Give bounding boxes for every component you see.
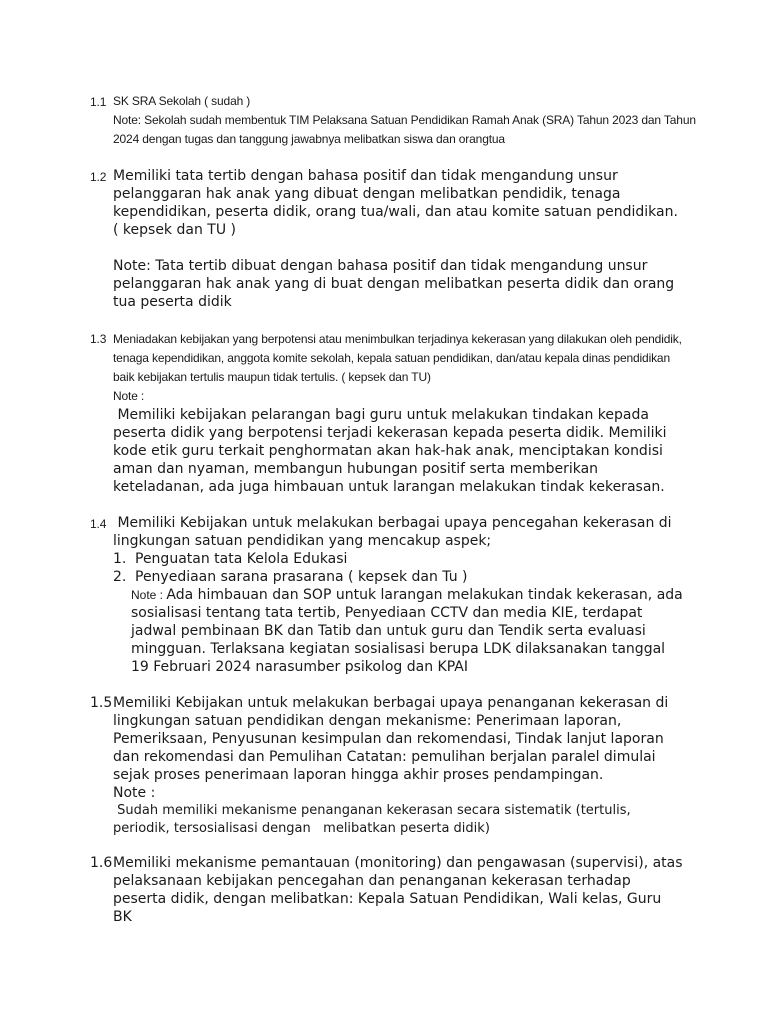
section-note: Sudah memiliki mekanisme penanganan kekerasan secara sistematik (tertulis, periodik, tersosialisasi dengan melibatkan peserta didik) [113,803,635,836]
section-number: 1.1 [90,95,107,109]
list-item-text: Penguatan tata Kelola Edukasi [135,551,348,567]
section-heading: SK SRA Sekolah ( sudah ) [113,94,251,108]
note-label: Note : [113,389,145,403]
section-note-block [130,586,683,676]
section-number: 1.3 [90,332,107,346]
section-number: 1.4 [90,517,107,531]
section-number: 1.6 [90,855,113,871]
list-item-text: Penyediaan sarana prasarana ( kepsek dan Tu ) [135,569,468,585]
note-label: Note : [131,588,167,602]
list-marker: 1. [113,551,127,567]
section-note: Note: Sekolah sudah membentuk TIM Pelaksana Satuan Pendidikan Ramah Anak (SRA) Tahun 2023 dan Tahun 2024 dengan tugas dan tanggung jawabnya melibatkan siswa dan orangtua [113,113,696,146]
section-number: 1.2 [90,170,107,184]
section-heading: Memiliki Kebijakan untuk melakukan berbagai upaya penanganan kekerasan di lingkungan satuan pendidikan dengan mekanisme: Penerimaan laporan, Pemeriksaan, Penyusunan kesimpulan dan rekomendasi, Tindak lanjut laporan dan rekomendasi dan Pemulihan Catatan: pemulihan berjalan paralel dimulai sejak proses penerimaan laporan hingga akhir proses pendampingan. [113,695,669,783]
section-note: Memiliki kebijakan pelarangan bagi guru untuk melakukan tindakan kepada peserta didik yang berpotensi terjadi kekerasan kepada peserta didik. Memiliki kode etik guru terkait penghormatan akan hak-hak anak, menciptakan kondisi aman dan nyaman, membangun hubungan positif serta memberikan keteladanan, ada juga himbauan untuk larangan melakukan tindak kekerasan. [113,407,672,495]
section-heading: Memiliki mekanisme pemantauan (monitoring) dan pengawasan (supervisi), atas pelaksanaan kebijakan pencegahan dan penanganan kekerasan terhadap peserta didik, dengan melibatkan: Kepala Satuan Pendidikan, Wali kelas, Guru BK [113,855,683,925]
section-heading: Meniadakan kebijakan yang berpotensi atau menimbulkan terjadinya kekerasan yang dilakukan oleh pendidik, tenaga kependidikan, anggota komite sekolah, kepala satuan pendidikan, dan/atau kepala dinas pendidikan baik kebijakan tertulis maupun tidak tertulis. ( kepsek dan TU) [113,332,682,384]
aspect-list [113,550,683,586]
note-label: Note : [113,785,156,801]
list-item [113,568,683,586]
section-heading: Memiliki tata tertib dengan bahasa positif dan tidak mengandung unsur pelanggaran hak anak yang dibuat dengan melibatkan pendidik, tenaga kependidikan, peserta didik, orang tua/wali, dan atau komite satuan pendidikan.( kepsek dan TU ) [113,168,678,238]
section-number: 1.5 [90,695,113,711]
section-note: Ada himbauan dan SOP untuk larangan melakukan tindak kekerasan, ada sosialisasi tentang tata tertib, Penyediaan CCTV dan media KIE, terdapat jadwal pembinaan BK dan Tatib dan untuk guru dan Tendik serta evaluasi mingguan. Terlaksana kegiatan sosialisasi berupa LDK dilaksanakan tanggal 19 Februari 2024 narasumber psikolog dan KPAI [131,587,683,675]
list-marker: 2. [113,569,127,585]
list-item [113,550,683,568]
section-note: Note: Tata tertib dibuat dengan bahasa positif dan tidak mengandung unsur pelanggaran hak anak yang di buat dengan melibatkan peserta didik dan orang tua peserta didik [113,258,675,310]
section-heading: Memiliki Kebijakan untuk melakukan berbagai upaya pencegahan kekerasan di lingkungan satuan pendidikan yang mencakup aspek; [113,515,677,549]
